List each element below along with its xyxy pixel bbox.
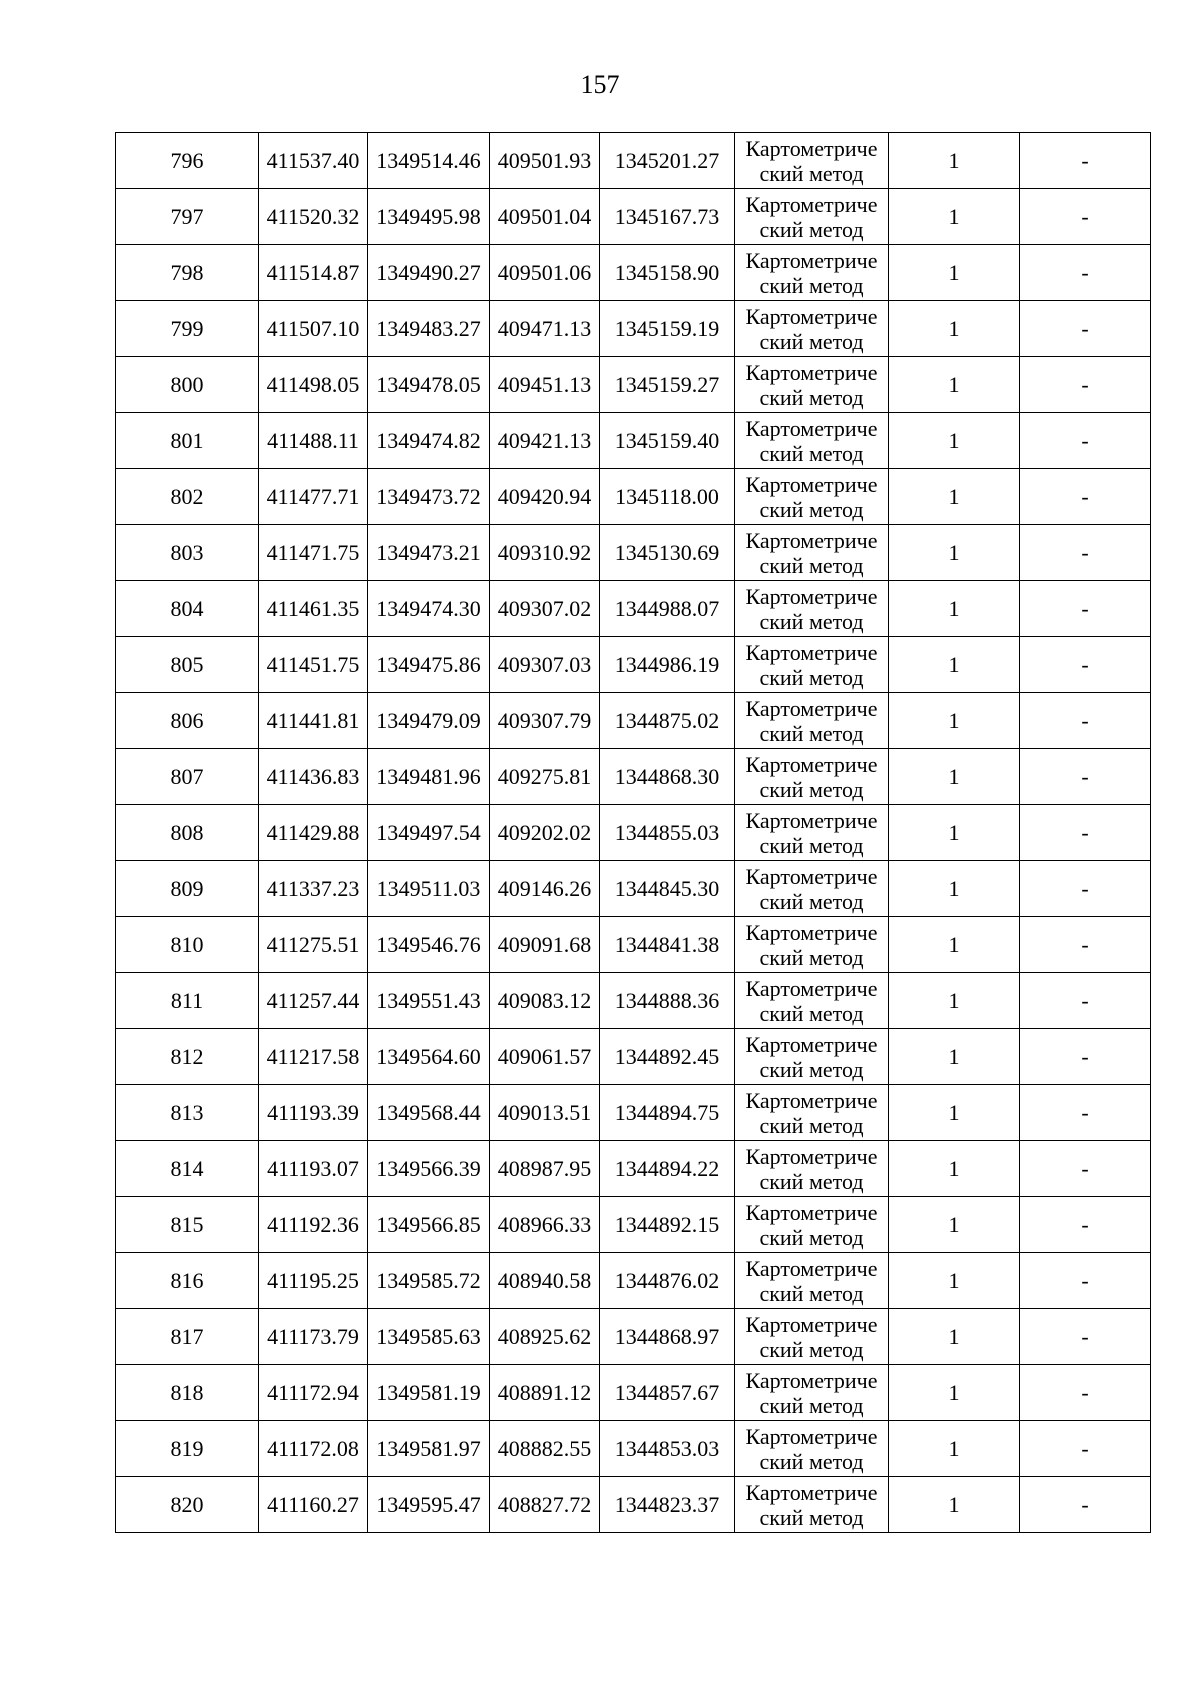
method-cell (735, 1309, 889, 1365)
accuracy-cell: 1 (889, 301, 1020, 357)
method-line-1: Картометриче (745, 1143, 878, 1169)
y-new-cell: 1344841.38 (600, 917, 735, 973)
note-cell: - (1020, 973, 1151, 1029)
x-existing-cell: 411172.08 (259, 1421, 368, 1477)
y-existing-cell: 1349566.39 (368, 1141, 490, 1197)
x-new-cell: 409451.13 (490, 357, 600, 413)
method-line-1: Картометриче (745, 1199, 878, 1225)
x-new-cell: 409146.26 (490, 861, 600, 917)
method-cell (735, 581, 889, 637)
point-number-cell: 804 (116, 581, 259, 637)
x-existing-cell: 411192.36 (259, 1197, 368, 1253)
method-cell (735, 1085, 889, 1141)
method-line-1: Картометриче (745, 1423, 878, 1449)
table-row (116, 861, 1151, 917)
note-cell: - (1020, 1421, 1151, 1477)
method-cell (735, 357, 889, 413)
x-new-cell: 409275.81 (490, 749, 600, 805)
x-new-cell: 409310.92 (490, 525, 600, 581)
table-row (116, 973, 1151, 1029)
point-number-cell: 797 (116, 189, 259, 245)
method-line-2: ский метод (759, 664, 864, 690)
y-existing-cell: 1349514.46 (368, 133, 490, 189)
method-line-1: Картометриче (745, 975, 878, 1001)
method-line-1: Картометриче (745, 583, 878, 609)
accuracy-cell: 1 (889, 693, 1020, 749)
x-existing-cell: 411195.25 (259, 1253, 368, 1309)
accuracy-cell: 1 (889, 357, 1020, 413)
accuracy-cell: 1 (889, 581, 1020, 637)
note-cell: - (1020, 189, 1151, 245)
x-new-cell: 408891.12 (490, 1365, 600, 1421)
point-number-cell: 796 (116, 133, 259, 189)
y-new-cell: 1344823.37 (600, 1477, 735, 1533)
x-existing-cell: 411173.79 (259, 1309, 368, 1365)
method-cell (735, 245, 889, 301)
method-line-1: Картометриче (745, 751, 878, 777)
method-line-2: ский метод (759, 1336, 864, 1362)
y-new-cell: 1345159.19 (600, 301, 735, 357)
method-line-2: ский метод (759, 328, 864, 354)
table-row (116, 301, 1151, 357)
y-existing-cell: 1349473.72 (368, 469, 490, 525)
point-number-cell: 814 (116, 1141, 259, 1197)
accuracy-cell: 1 (889, 189, 1020, 245)
x-new-cell: 409501.06 (490, 245, 600, 301)
note-cell: - (1020, 1197, 1151, 1253)
method-cell (735, 749, 889, 805)
table-row (116, 1365, 1151, 1421)
point-number-cell: 816 (116, 1253, 259, 1309)
method-line-1: Картометриче (745, 695, 878, 721)
x-new-cell: 409061.57 (490, 1029, 600, 1085)
y-new-cell: 1345159.27 (600, 357, 735, 413)
note-cell: - (1020, 637, 1151, 693)
note-cell: - (1020, 1253, 1151, 1309)
y-new-cell: 1344892.45 (600, 1029, 735, 1085)
y-existing-cell: 1349475.86 (368, 637, 490, 693)
x-new-cell: 408925.62 (490, 1309, 600, 1365)
y-existing-cell: 1349479.09 (368, 693, 490, 749)
method-line-1: Картометриче (745, 1255, 878, 1281)
accuracy-cell: 1 (889, 525, 1020, 581)
accuracy-cell: 1 (889, 1085, 1020, 1141)
y-new-cell: 1344868.97 (600, 1309, 735, 1365)
method-cell (735, 133, 889, 189)
x-existing-cell: 411172.94 (259, 1365, 368, 1421)
method-cell (735, 1365, 889, 1421)
method-cell (735, 301, 889, 357)
x-existing-cell: 411451.75 (259, 637, 368, 693)
accuracy-cell: 1 (889, 413, 1020, 469)
table-row (116, 245, 1151, 301)
method-line-2: ский метод (759, 776, 864, 802)
method-line-1: Картометриче (745, 1479, 878, 1505)
accuracy-cell: 1 (889, 637, 1020, 693)
y-new-cell: 1345118.00 (600, 469, 735, 525)
point-number-cell: 810 (116, 917, 259, 973)
method-line-2: ский метод (759, 496, 864, 522)
accuracy-cell: 1 (889, 973, 1020, 1029)
method-line-2: ский метод (759, 1224, 864, 1250)
method-line-1: Картометриче (745, 527, 878, 553)
accuracy-cell: 1 (889, 469, 1020, 525)
x-new-cell: 409471.13 (490, 301, 600, 357)
y-new-cell: 1345158.90 (600, 245, 735, 301)
y-new-cell: 1345167.73 (600, 189, 735, 245)
method-cell (735, 525, 889, 581)
table-body (116, 133, 1151, 1533)
method-line-1: Картометриче (745, 415, 878, 441)
method-line-1: Картометриче (745, 1031, 878, 1057)
y-new-cell: 1344894.22 (600, 1141, 735, 1197)
method-line-2: ский метод (759, 608, 864, 634)
point-number-cell: 808 (116, 805, 259, 861)
page-number: 157 (580, 70, 620, 99)
method-line-1: Картометриче (745, 247, 878, 273)
x-new-cell: 409013.51 (490, 1085, 600, 1141)
x-new-cell: 409501.04 (490, 189, 600, 245)
method-line-2: ский метод (759, 384, 864, 410)
point-number-cell: 817 (116, 1309, 259, 1365)
x-existing-cell: 411275.51 (259, 917, 368, 973)
method-line-2: ский метод (759, 272, 864, 298)
table-row (116, 1085, 1151, 1141)
method-line-2: ский метод (759, 1448, 864, 1474)
point-number-cell: 819 (116, 1421, 259, 1477)
table-row (116, 525, 1151, 581)
y-existing-cell: 1349495.98 (368, 189, 490, 245)
method-cell (735, 637, 889, 693)
table-row (116, 133, 1151, 189)
method-cell (735, 1477, 889, 1533)
note-cell: - (1020, 749, 1151, 805)
method-line-1: Картометриче (745, 1311, 878, 1337)
method-line-2: ский метод (759, 552, 864, 578)
note-cell: - (1020, 357, 1151, 413)
table-row (116, 469, 1151, 525)
x-new-cell: 409421.13 (490, 413, 600, 469)
accuracy-cell: 1 (889, 749, 1020, 805)
x-existing-cell: 411436.83 (259, 749, 368, 805)
point-number-cell: 800 (116, 357, 259, 413)
x-existing-cell: 411257.44 (259, 973, 368, 1029)
x-new-cell: 409307.02 (490, 581, 600, 637)
note-cell: - (1020, 245, 1151, 301)
method-line-1: Картометриче (745, 807, 878, 833)
method-line-1: Картометриче (745, 863, 878, 889)
method-line-1: Картометриче (745, 639, 878, 665)
method-cell (735, 917, 889, 973)
note-cell: - (1020, 581, 1151, 637)
point-number-cell: 802 (116, 469, 259, 525)
note-cell: - (1020, 1477, 1151, 1533)
y-new-cell: 1344888.36 (600, 973, 735, 1029)
y-existing-cell: 1349595.47 (368, 1477, 490, 1533)
y-new-cell: 1344855.03 (600, 805, 735, 861)
method-line-1: Картометриче (745, 303, 878, 329)
x-existing-cell: 411498.05 (259, 357, 368, 413)
method-line-2: ский метод (759, 1000, 864, 1026)
x-new-cell: 408966.33 (490, 1197, 600, 1253)
method-line-2: ский метод (759, 440, 864, 466)
x-new-cell: 409091.68 (490, 917, 600, 973)
table-row (116, 749, 1151, 805)
x-existing-cell: 411520.32 (259, 189, 368, 245)
accuracy-cell: 1 (889, 1477, 1020, 1533)
y-existing-cell: 1349511.03 (368, 861, 490, 917)
y-existing-cell: 1349481.96 (368, 749, 490, 805)
note-cell: - (1020, 1365, 1151, 1421)
note-cell: - (1020, 133, 1151, 189)
y-existing-cell: 1349474.30 (368, 581, 490, 637)
method-line-1: Картометриче (745, 471, 878, 497)
accuracy-cell: 1 (889, 1309, 1020, 1365)
y-existing-cell: 1349483.27 (368, 301, 490, 357)
x-new-cell: 408940.58 (490, 1253, 600, 1309)
method-line-1: Картометриче (745, 191, 878, 217)
method-line-2: ский метод (759, 1392, 864, 1418)
method-line-2: ский метод (759, 1112, 864, 1138)
note-cell: - (1020, 805, 1151, 861)
note-cell: - (1020, 1085, 1151, 1141)
y-existing-cell: 1349581.19 (368, 1365, 490, 1421)
y-new-cell: 1344876.02 (600, 1253, 735, 1309)
method-line-1: Картометриче (745, 1087, 878, 1113)
accuracy-cell: 1 (889, 1197, 1020, 1253)
x-new-cell: 409307.03 (490, 637, 600, 693)
method-line-2: ский метод (759, 1056, 864, 1082)
accuracy-cell: 1 (889, 1029, 1020, 1085)
point-number-cell: 815 (116, 1197, 259, 1253)
note-cell: - (1020, 1141, 1151, 1197)
note-cell: - (1020, 1309, 1151, 1365)
point-number-cell: 812 (116, 1029, 259, 1085)
table-row (116, 637, 1151, 693)
y-new-cell: 1344894.75 (600, 1085, 735, 1141)
x-new-cell: 409202.02 (490, 805, 600, 861)
y-new-cell: 1344875.02 (600, 693, 735, 749)
y-existing-cell: 1349581.97 (368, 1421, 490, 1477)
method-line-1: Картометриче (745, 919, 878, 945)
y-new-cell: 1344892.15 (600, 1197, 735, 1253)
y-existing-cell: 1349478.05 (368, 357, 490, 413)
accuracy-cell: 1 (889, 861, 1020, 917)
y-existing-cell: 1349497.54 (368, 805, 490, 861)
point-number-cell: 807 (116, 749, 259, 805)
method-line-2: ский метод (759, 216, 864, 242)
method-cell (735, 973, 889, 1029)
note-cell: - (1020, 1029, 1151, 1085)
method-line-2: ский метод (759, 1504, 864, 1530)
point-number-cell: 813 (116, 1085, 259, 1141)
y-new-cell: 1345159.40 (600, 413, 735, 469)
x-existing-cell: 411217.58 (259, 1029, 368, 1085)
accuracy-cell: 1 (889, 133, 1020, 189)
y-new-cell: 1344857.67 (600, 1365, 735, 1421)
y-existing-cell: 1349585.72 (368, 1253, 490, 1309)
method-cell (735, 189, 889, 245)
x-new-cell: 409420.94 (490, 469, 600, 525)
method-line-2: ский метод (759, 832, 864, 858)
point-number-cell: 811 (116, 973, 259, 1029)
point-number-cell: 820 (116, 1477, 259, 1533)
x-new-cell: 408827.72 (490, 1477, 600, 1533)
accuracy-cell: 1 (889, 1421, 1020, 1477)
x-existing-cell: 411507.10 (259, 301, 368, 357)
x-existing-cell: 411537.40 (259, 133, 368, 189)
x-existing-cell: 411193.39 (259, 1085, 368, 1141)
table-row (116, 1253, 1151, 1309)
x-existing-cell: 411441.81 (259, 693, 368, 749)
accuracy-cell: 1 (889, 1253, 1020, 1309)
x-existing-cell: 411477.71 (259, 469, 368, 525)
x-new-cell: 408987.95 (490, 1141, 600, 1197)
table-row (116, 1309, 1151, 1365)
y-existing-cell: 1349568.44 (368, 1085, 490, 1141)
point-number-cell: 799 (116, 301, 259, 357)
accuracy-cell: 1 (889, 1141, 1020, 1197)
x-existing-cell: 411429.88 (259, 805, 368, 861)
y-existing-cell: 1349585.63 (368, 1309, 490, 1365)
method-cell (735, 1421, 889, 1477)
method-line-1: Картометриче (745, 1367, 878, 1393)
table-row (116, 581, 1151, 637)
accuracy-cell: 1 (889, 917, 1020, 973)
note-cell: - (1020, 525, 1151, 581)
note-cell: - (1020, 413, 1151, 469)
point-number-cell: 809 (116, 861, 259, 917)
y-new-cell: 1345201.27 (600, 133, 735, 189)
method-line-1: Картометриче (745, 135, 878, 161)
y-existing-cell: 1349473.21 (368, 525, 490, 581)
method-cell (735, 805, 889, 861)
method-cell (735, 1029, 889, 1085)
table-row (116, 413, 1151, 469)
method-cell (735, 861, 889, 917)
y-existing-cell: 1349551.43 (368, 973, 490, 1029)
note-cell: - (1020, 861, 1151, 917)
note-cell: - (1020, 693, 1151, 749)
y-existing-cell: 1349566.85 (368, 1197, 490, 1253)
x-existing-cell: 411514.87 (259, 245, 368, 301)
note-cell: - (1020, 469, 1151, 525)
table-row (116, 1029, 1151, 1085)
table-row (116, 693, 1151, 749)
point-number-cell: 805 (116, 637, 259, 693)
y-existing-cell: 1349546.76 (368, 917, 490, 973)
x-existing-cell: 411193.07 (259, 1141, 368, 1197)
table-row (116, 1141, 1151, 1197)
y-existing-cell: 1349564.60 (368, 1029, 490, 1085)
method-cell (735, 693, 889, 749)
x-new-cell: 409307.79 (490, 693, 600, 749)
y-new-cell: 1344868.30 (600, 749, 735, 805)
method-line-2: ский метод (759, 720, 864, 746)
y-new-cell: 1344986.19 (600, 637, 735, 693)
point-number-cell: 803 (116, 525, 259, 581)
table-row (116, 357, 1151, 413)
x-new-cell: 409501.93 (490, 133, 600, 189)
table-row (116, 805, 1151, 861)
x-existing-cell: 411471.75 (259, 525, 368, 581)
method-line-2: ский метод (759, 888, 864, 914)
accuracy-cell: 1 (889, 1365, 1020, 1421)
table-row (116, 1421, 1151, 1477)
coordinates-table (115, 132, 1151, 1533)
y-existing-cell: 1349490.27 (368, 245, 490, 301)
x-existing-cell: 411337.23 (259, 861, 368, 917)
table-row (116, 1197, 1151, 1253)
method-line-1: Картометриче (745, 359, 878, 385)
accuracy-cell: 1 (889, 805, 1020, 861)
note-cell: - (1020, 917, 1151, 973)
method-line-2: ский метод (759, 160, 864, 186)
point-number-cell: 801 (116, 413, 259, 469)
y-new-cell: 1344853.03 (600, 1421, 735, 1477)
y-new-cell: 1344845.30 (600, 861, 735, 917)
note-cell: - (1020, 301, 1151, 357)
x-existing-cell: 411461.35 (259, 581, 368, 637)
table-row (116, 917, 1151, 973)
x-new-cell: 409083.12 (490, 973, 600, 1029)
table-row (116, 1477, 1151, 1533)
x-existing-cell: 411488.11 (259, 413, 368, 469)
method-line-2: ский метод (759, 1280, 864, 1306)
method-cell (735, 1141, 889, 1197)
method-cell (735, 469, 889, 525)
accuracy-cell: 1 (889, 245, 1020, 301)
y-new-cell: 1345130.69 (600, 525, 735, 581)
method-cell (735, 1197, 889, 1253)
y-existing-cell: 1349474.82 (368, 413, 490, 469)
table-row (116, 189, 1151, 245)
x-existing-cell: 411160.27 (259, 1477, 368, 1533)
method-line-2: ский метод (759, 944, 864, 970)
point-number-cell: 798 (116, 245, 259, 301)
method-line-2: ский метод (759, 1168, 864, 1194)
point-number-cell: 818 (116, 1365, 259, 1421)
x-new-cell: 408882.55 (490, 1421, 600, 1477)
y-new-cell: 1344988.07 (600, 581, 735, 637)
method-cell (735, 413, 889, 469)
point-number-cell: 806 (116, 693, 259, 749)
method-cell (735, 1253, 889, 1309)
